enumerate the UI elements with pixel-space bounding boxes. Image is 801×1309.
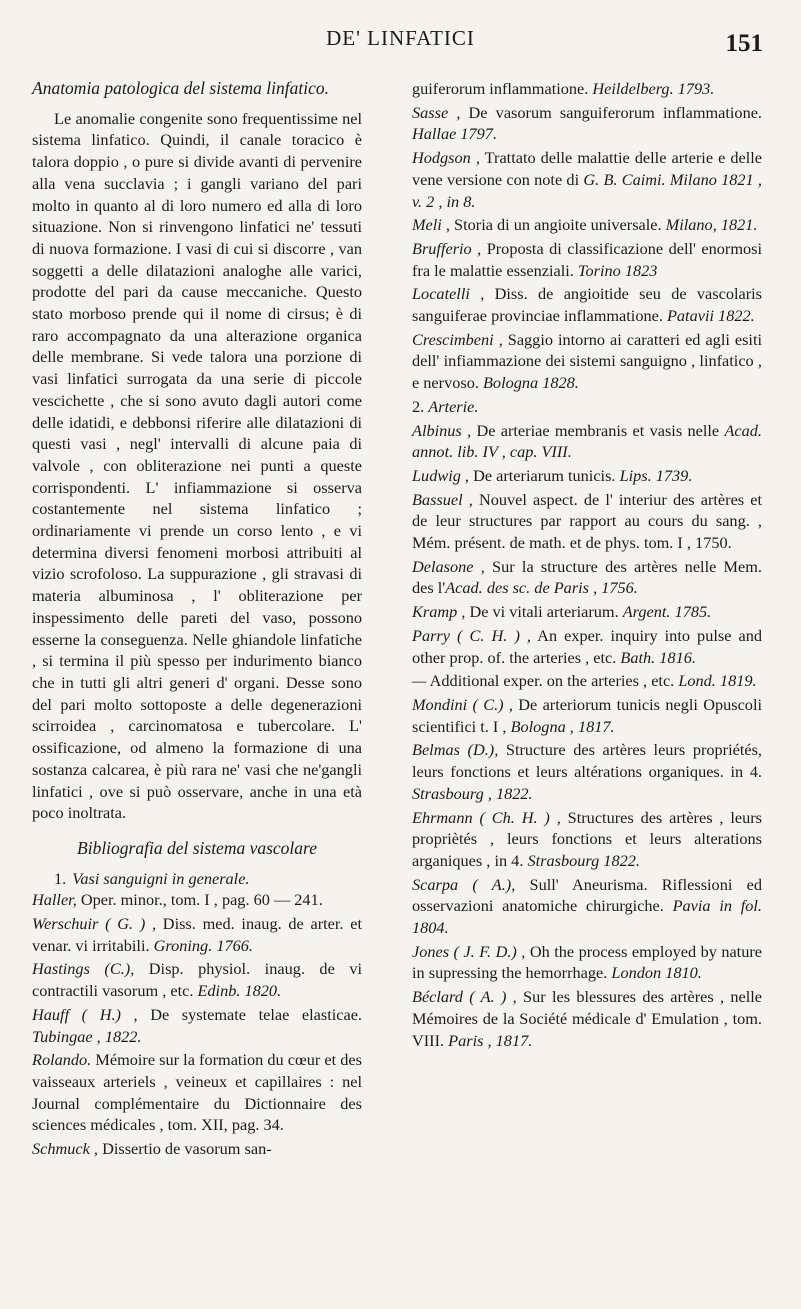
section-title: Anatomia patologica del sistema linfatico. <box>32 78 329 98</box>
reference-text: De vasorum sanguiferorum inflammatione. <box>460 102 763 122</box>
reference-author: Hastings (C.), <box>32 959 135 979</box>
reference-publication: Bologna 1828. <box>482 373 579 393</box>
reference-entry <box>32 958 362 1001</box>
reference-entry <box>412 78 762 100</box>
reference-publication: London 1810. <box>611 963 702 983</box>
reference-publication: Bath. 1816. <box>620 647 696 667</box>
reference-author: Werschuir ( G. ) , <box>32 914 157 934</box>
reference-publication: Bologna , 1817. <box>510 716 615 736</box>
reference-author: Béclard ( A. ) , <box>412 987 517 1007</box>
reference-text: Storia di un angioite universale. <box>449 215 666 235</box>
reference-publication: Acad. annot. lib. IV , cap. VIII. <box>412 420 762 462</box>
running-head <box>0 24 801 56</box>
reference-publication: Strasbourg 1822. <box>527 850 640 870</box>
reference-author: Scarpa ( A.), <box>412 874 516 894</box>
reference-text: De arteriae membranis et vasis nelle <box>471 420 725 440</box>
reference-author: Parry ( C. H. ) , <box>412 625 532 645</box>
reference-text: guiferorum inflammatione. <box>412 79 593 98</box>
reference-entry <box>412 694 762 737</box>
reference-entry <box>412 329 762 394</box>
reference-text: De systemate telae elasticae. <box>137 1004 362 1024</box>
reference-author: Sasse , <box>412 102 461 122</box>
reference-entry <box>412 874 762 939</box>
reference-entry <box>32 889 362 911</box>
reference-text: Sull' Aneurisma. Riflessioni ed osservazioni anatomiche chirurgiche. <box>412 874 762 916</box>
reference-author: Hauff ( H.) , <box>32 1004 138 1024</box>
reference-publication: Heildelberg. 1793. <box>592 79 715 98</box>
reference-entry <box>412 420 762 463</box>
reference-publication: Edinb. 1820. <box>197 981 282 1001</box>
reference-text: Sur la structure des artères nelle Mem. des l' <box>412 556 762 598</box>
reference-publication: Argent. 1785. <box>622 602 712 622</box>
reference-publication: Patavii 1822. <box>666 306 755 326</box>
body-paragraph: Le anomalie congenite sono frequentissime nel sistema linfatico. Quindi, il canale toracico è talora doppio , o pure si divide avanti di pervenire alla vena succlavia ; i gangli variano del pari molto in quanto al di loro numero ed alla di loro situazione. Non si rinvengono linfatici ne' tessuti di nuova formazione. I vasi di cui si discorre , van soggetti a delle dilatazioni analoghe alle varici, prodotte del pari da cause meccaniche. Questo stato morboso prende qui il nome di cirsus; è di raro accompagnato da una alterazione organica delle membrane. Si vede talora una porzione di vasi linfatici surrogata da una serie di piccole vescichette , che si sono avuto dagli autori come delle idatidi, e debbonsi riferire alle dilatazioni di questi vasi , negl' intervalli di alcune paia di valvole , con obliterazione nei punti a queste corrispondenti. L' infiammazione si osserva costantemente nel sistema linfatico ; ordinariamente vi prende un corso lento , e vi determina diversi fenomeni morbosi attribuiti al vizio scrofoloso. La suppurazione , gli stravasi di materia albuminosa , l' obliterazione per inspessimento delle pareti del vaso, possono esserne la conseguenza. Nelle ghiandole linfatiche , si termina il più spesso per indurimento bianco che in tutti gli altri generi d' organi. Desse sono del pari molto sottoposte a delle degenerazioni scirroidea , carcinomatosa e tubercolare. L' ossificazione, od almeno la formazione di una sostanza calcarea, è più rara ne' vasi che ne'gangli linfatici , ove si può osservare, anche in una età poco inoltrata. <box>32 108 362 823</box>
reference-text: Diss. med. inaug. de arter. et venar. vi irritabili. <box>32 914 363 955</box>
reference-author: Locatelli , <box>412 284 485 304</box>
reference-text: Nouvel aspect. de l' interiur des artères et de leur structures par rapport au cours du sang. , Mém. présent. de math. et de phys. tom. I , 1750. <box>412 489 762 553</box>
reference-entry <box>412 238 762 281</box>
left-reference-list <box>32 889 362 1159</box>
left-column <box>32 78 362 1162</box>
reference-author: Brufferio , <box>412 238 482 258</box>
reference-publication: Acad. des sc. de Paris , 1756. <box>445 578 638 598</box>
reference-entry <box>412 147 762 212</box>
reference-entry <box>32 1049 362 1136</box>
reference-author: Mondini ( C.) , <box>412 694 513 714</box>
reference-text: De arteriorum tunicis negli Opuscoli scientifici t. I , <box>412 694 762 736</box>
reference-text: Sur les blessures des artères , nelle Mémoires de la Société médicale d' Emulation , tom. VIII. <box>412 987 762 1050</box>
reference-entry <box>32 913 362 956</box>
page-number: 151 <box>725 30 763 57</box>
reference-text: 2. <box>412 396 429 416</box>
reference-publication: Lond. 1819. <box>678 671 757 691</box>
reference-entry <box>412 283 762 326</box>
reference-publication: Groning. 1766. <box>153 935 253 955</box>
reference-author: Schmuck , <box>32 1139 98 1159</box>
reference-publication: Arterie. <box>428 396 479 416</box>
subsection-number: 1. <box>54 868 67 888</box>
reference-author: Haller, <box>32 890 77 910</box>
reference-author: Albinus , <box>412 420 472 440</box>
subsection-title: Vasi sanguigni in generale. <box>72 868 250 888</box>
subsection-heading <box>32 868 362 890</box>
right-reference-list <box>412 78 762 1051</box>
reference-entry <box>412 670 762 692</box>
reference-entry <box>412 601 762 623</box>
reference-author: Rolando. <box>32 1050 92 1070</box>
reference-publication: Paris , 1817. <box>448 1030 533 1050</box>
reference-entry <box>412 556 762 599</box>
reference-entry <box>412 986 762 1051</box>
reference-entry <box>412 489 762 554</box>
reference-publication: Torino 1823 <box>577 260 658 280</box>
reference-entry <box>32 1138 362 1160</box>
reference-author: Delasone , <box>412 556 485 576</box>
reference-author: Kramp , <box>412 602 466 622</box>
reference-text: Diss. de angioitide seu de vascolaris sanguiferae provinciae inflammatione. <box>412 284 762 326</box>
reference-author: Meli , <box>412 215 450 235</box>
right-column <box>412 78 762 1053</box>
reference-text: Structure des artères leurs propriétés, leurs fonctions et leurs altérations organiques. in 4. <box>412 740 762 782</box>
reference-text: Oper. minor., tom. I , pag. 60 — 241. <box>76 890 323 910</box>
reference-entry <box>412 102 762 145</box>
reference-entry <box>412 739 762 804</box>
reference-text: Mémoire sur la formation du cœur et des vaisseaux arteriels , veineux et capillaires : nel Journal complémentaire du Dictionnaire des sciences médicales , tom. XII, pag. 34. <box>32 1050 362 1135</box>
reference-entry <box>412 214 762 236</box>
reference-text: Proposta di classificazione dell' enormosi fra le malattie essenziali. <box>412 238 762 280</box>
reference-publication: Hallae 1797. <box>412 124 498 144</box>
reference-text: Trattato delle malattie delle arterie e delle vene versione con note di <box>412 148 762 189</box>
reference-author: Ludwig , <box>412 465 470 485</box>
reference-text: De vi vitali arteriarum. <box>465 602 623 622</box>
reference-text: De arteriarum tunicis. <box>469 465 620 485</box>
reference-entry <box>412 396 762 418</box>
reference-text: Structures des artères , leurs propriètés , leurs fonctions et leurs alterations arganiques , in 4. <box>412 807 762 870</box>
reference-publication: Tubingae , 1822. <box>32 1026 142 1046</box>
reference-entry <box>412 941 762 984</box>
bibliography-title: Bibliografia del sistema vascolare <box>77 837 317 858</box>
reference-text: Disp. physiol. inaug. de vi contractili vasorum , etc. <box>32 959 362 1001</box>
reference-publication: Milano, 1821. <box>665 215 758 235</box>
reference-text: Saggio intorno ai caratteri ed agli esiti dell' infiammazione dei sistemi sanguigno , linfatico , e nervoso. <box>412 329 762 393</box>
reference-text: Oh the process employed by nature in supressing the hemorrhage. <box>412 941 762 983</box>
running-title: DE' LINFATICI <box>326 26 475 50</box>
reference-author: Ehrmann ( Ch. H. ) , <box>412 807 561 827</box>
reference-author: Jones ( J. F. D.) , <box>412 941 526 961</box>
reference-text: Additional exper. on the arteries , etc. <box>426 671 679 691</box>
reference-entry <box>412 807 762 872</box>
reference-author: Crescimbeni , <box>412 329 503 349</box>
reference-entry <box>412 465 762 487</box>
reference-publication: Pavia in fol. 1804. <box>412 896 762 938</box>
reference-text: An exper. inquiry into pulse and other prop. of. the arteries , etc. <box>412 625 762 667</box>
reference-publication: Lips. 1739. <box>619 465 693 485</box>
reference-publication: Strasbourg , 1822. <box>412 783 533 803</box>
reference-text: Dissertio de vasorum san- <box>98 1139 272 1159</box>
reference-author: Hodgson , <box>412 148 480 168</box>
reference-entry <box>412 625 762 668</box>
reference-author: — <box>412 671 427 691</box>
reference-author: Belmas (D.), <box>412 740 499 760</box>
reference-publication: G. B. Caimi. Milano 1821 , v. 2 , in 8. <box>412 169 762 211</box>
reference-author: Bassuel , <box>412 489 473 509</box>
reference-entry <box>32 1004 362 1047</box>
